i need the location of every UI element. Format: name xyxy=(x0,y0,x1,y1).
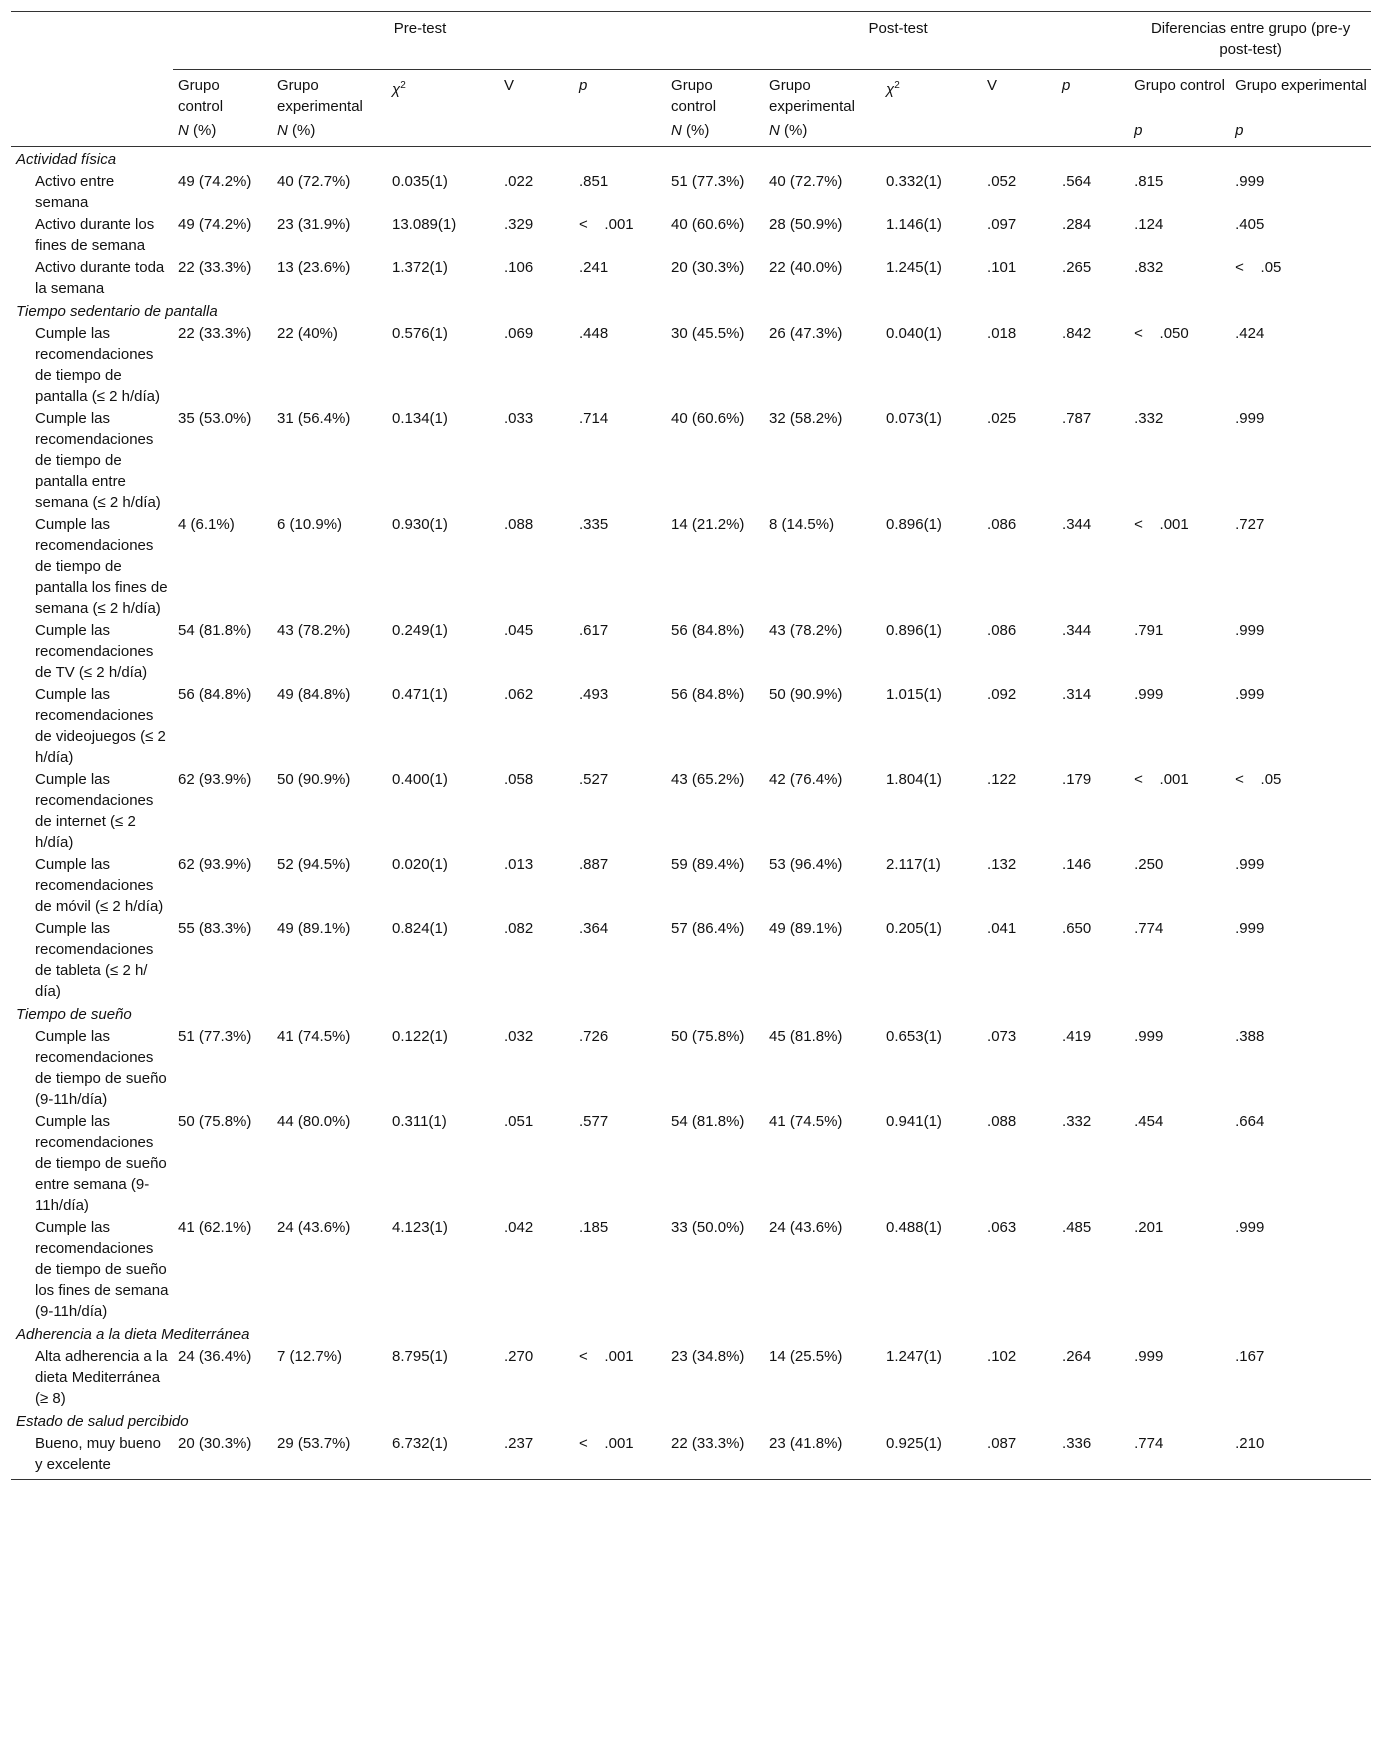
header-empty-cell xyxy=(11,12,173,70)
cell-post-experimental: 41 (74.5%) xyxy=(769,1113,843,1130)
cell-pre-experimental: 44 (80.0%) xyxy=(277,1113,351,1130)
cell-pre-v: .045 xyxy=(504,622,534,639)
cell-diff-experimental: .727 xyxy=(1235,516,1265,533)
row-label: Bueno, muy bueno y excelente xyxy=(11,1432,173,1480)
cell-post-chi: 0.941(1) xyxy=(886,1113,942,1130)
cell-post-v: .041 xyxy=(987,920,1017,937)
cell-pre-experimental: 22 (40%) xyxy=(277,325,338,342)
cell-post-p: .284 xyxy=(1062,216,1092,233)
cell-pre-v: .032 xyxy=(504,1028,534,1045)
cell-pre-experimental: 40 (72.7%) xyxy=(277,173,351,190)
cell-pre-p: .577 xyxy=(579,1113,609,1130)
cell-pre-p: .851 xyxy=(579,173,609,190)
cell-diff-control: .791 xyxy=(1134,622,1164,639)
cell-pre-control: 62 (93.9%) xyxy=(178,771,252,788)
cell-pre-experimental: 24 (43.6%) xyxy=(277,1219,351,1236)
cell-pre-chi: 6.732(1) xyxy=(387,1432,499,1480)
cell-diff-control: .124 xyxy=(1134,216,1164,233)
cell-post-chi: 1.015(1) xyxy=(886,686,942,703)
row-label: Cumple las recomendaciones de internet (≤ 2 h/día) xyxy=(35,771,154,851)
cell-pre-v: .042 xyxy=(504,1219,534,1236)
cell-post-chi: 0.896(1) xyxy=(886,622,942,639)
cell-pre-p: < .001 xyxy=(579,1348,634,1365)
cell-pre-control: 35 (53.0%) xyxy=(178,410,252,427)
cell-pre-p: .241 xyxy=(579,259,609,276)
cell-post-chi: 1.245(1) xyxy=(886,259,942,276)
unit-empty xyxy=(881,117,982,147)
cell-pre-experimental: 31 (56.4%) xyxy=(277,410,351,427)
row-label: Alta adherencia a la dieta Mediterránea (≥ 8) xyxy=(35,1348,168,1407)
cell-pre-chi: 0.249(1) xyxy=(392,622,448,639)
cell-post-experimental: 28 (50.9%) xyxy=(769,216,843,233)
cell-diff-control: < .050 xyxy=(1134,325,1189,342)
pct-unit: (%) xyxy=(686,122,710,139)
header-unit-row xyxy=(11,117,1371,147)
cell-post-control: 22 (33.3%) xyxy=(666,1432,764,1480)
cell-pre-v: .106 xyxy=(504,259,534,276)
cell-post-chi: 0.925(1) xyxy=(881,1432,982,1480)
cell-pre-experimental: 6 (10.9%) xyxy=(277,516,343,533)
cell-diff-experimental: .405 xyxy=(1235,216,1265,233)
cell-diff-control: .832 xyxy=(1134,259,1164,276)
cell-pre-v: .062 xyxy=(504,686,534,703)
unit-post-experimental xyxy=(764,117,881,147)
cell-post-control: 33 (50.0%) xyxy=(671,1219,745,1236)
cell-pre-p: .335 xyxy=(579,516,609,533)
cell-pre-experimental: 23 (31.9%) xyxy=(277,216,351,233)
n-letter: N xyxy=(277,122,288,139)
section-heading-row xyxy=(11,299,1371,322)
section-heading-row xyxy=(11,1002,1371,1025)
header-group-row xyxy=(11,12,1371,70)
header-group-differences: Diferencias entre grupo (pre-y post-test) xyxy=(1150,20,1351,58)
chi-superscript: 2 xyxy=(400,80,406,91)
n-letter: N xyxy=(769,122,780,139)
cell-post-control: 54 (81.8%) xyxy=(671,1113,745,1130)
header-pre-test: Pre-test xyxy=(393,20,447,37)
cell-pre-chi: 0.122(1) xyxy=(392,1028,448,1045)
cell-diff-experimental: .664 xyxy=(1235,1113,1265,1130)
pct-unit: (%) xyxy=(292,122,316,139)
table-row xyxy=(11,513,1371,619)
cell-post-experimental: 53 (96.4%) xyxy=(769,856,843,873)
cell-post-experimental: 49 (89.1%) xyxy=(769,920,843,937)
cell-post-v: .086 xyxy=(987,516,1017,533)
cell-post-control: 43 (65.2%) xyxy=(671,771,745,788)
col-diff-control: Grupo control xyxy=(1129,70,1230,118)
cell-pre-p: < .001 xyxy=(579,216,634,233)
table-row xyxy=(11,853,1371,917)
cell-post-p: .314 xyxy=(1062,686,1092,703)
table-row xyxy=(11,256,1371,299)
p-letter: p xyxy=(1062,77,1071,94)
cell-pre-control: 51 (77.3%) xyxy=(178,1028,252,1045)
cell-pre-experimental: 49 (84.8%) xyxy=(277,686,351,703)
row-label: Cumple las recomendaciones de tiempo de pantalla los fines de semana (≤ 2 h/día) xyxy=(35,516,168,617)
cell-post-v: .073 xyxy=(987,1028,1017,1045)
table-row xyxy=(11,1216,1371,1322)
cell-pre-v: .069 xyxy=(504,325,534,342)
cell-pre-experimental: 13 (23.6%) xyxy=(277,259,351,276)
cell-pre-v: .013 xyxy=(504,856,534,873)
cell-post-v: .087 xyxy=(982,1432,1057,1480)
cell-post-experimental: 8 (14.5%) xyxy=(769,516,835,533)
cell-post-control: 56 (84.8%) xyxy=(671,622,745,639)
unit-diff-experimental xyxy=(1230,117,1371,147)
cell-pre-experimental: 43 (78.2%) xyxy=(277,622,351,639)
section-title: Estado de salud percibido xyxy=(16,1413,189,1430)
results-table xyxy=(11,11,1371,1480)
cell-post-chi: 0.040(1) xyxy=(886,325,942,342)
cell-post-v: .088 xyxy=(987,1113,1017,1130)
cell-diff-experimental: < .05 xyxy=(1235,259,1282,276)
col-post-v: V xyxy=(982,70,1057,118)
cell-post-p: .787 xyxy=(1062,410,1092,427)
cell-pre-v: .270 xyxy=(504,1348,534,1365)
cell-diff-experimental: .999 xyxy=(1235,410,1265,427)
cell-pre-v: .237 xyxy=(499,1432,574,1480)
cell-post-chi: 1.247(1) xyxy=(886,1348,942,1365)
pct-unit: (%) xyxy=(784,122,808,139)
table-row xyxy=(11,213,1371,256)
cell-pre-v: .033 xyxy=(504,410,534,427)
cell-pre-v: .058 xyxy=(504,771,534,788)
cell-post-chi: 2.117(1) xyxy=(886,856,941,873)
cell-pre-p: .364 xyxy=(579,920,609,937)
cell-post-p: .344 xyxy=(1062,516,1092,533)
table-row xyxy=(11,1345,1371,1409)
section-title: Actividad física xyxy=(16,151,117,168)
cell-pre-chi: 1.372(1) xyxy=(392,259,448,276)
section-title: Tiempo de sueño xyxy=(16,1006,132,1023)
n-letter: N xyxy=(671,122,682,139)
cell-post-experimental: 45 (81.8%) xyxy=(769,1028,843,1045)
cell-pre-v: .329 xyxy=(504,216,534,233)
cell-pre-v: .088 xyxy=(504,516,534,533)
cell-pre-chi: 0.576(1) xyxy=(392,325,448,342)
cell-post-p: .344 xyxy=(1062,622,1092,639)
cell-diff-experimental: .999 xyxy=(1235,173,1265,190)
section-heading-row xyxy=(11,1322,1371,1345)
cell-pre-p: .714 xyxy=(579,410,609,427)
cell-diff-experimental: < .05 xyxy=(1235,771,1282,788)
cell-diff-experimental: .424 xyxy=(1235,325,1265,342)
cell-post-p: .842 xyxy=(1062,325,1092,342)
cell-pre-control: 49 (74.2%) xyxy=(178,216,252,233)
cell-pre-chi: 0.020(1) xyxy=(392,856,448,873)
cell-pre-p: .726 xyxy=(579,1028,609,1045)
cell-post-control: 20 (30.3%) xyxy=(671,259,745,276)
row-label: Cumple las recomendaciones de tiempo de sueño (9-11h/día) xyxy=(35,1028,167,1108)
unit-empty xyxy=(982,117,1057,147)
col-pre-control: Grupo control xyxy=(173,70,272,118)
cell-diff-control: .999 xyxy=(1134,1348,1164,1365)
cell-post-control: 14 (21.2%) xyxy=(671,516,745,533)
cell-diff-control: .999 xyxy=(1134,1028,1164,1045)
cell-post-experimental: 42 (76.4%) xyxy=(769,771,843,788)
table-row xyxy=(11,683,1371,768)
cell-pre-control: 62 (93.9%) xyxy=(178,856,252,873)
cell-pre-experimental: 7 (12.7%) xyxy=(277,1348,343,1365)
cell-post-p: .336 xyxy=(1057,1432,1129,1480)
n-letter: N xyxy=(178,122,189,139)
table-row xyxy=(11,619,1371,683)
cell-pre-chi: 0.824(1) xyxy=(392,920,448,937)
cell-pre-chi: 0.311(1) xyxy=(392,1113,447,1130)
cell-post-p: .332 xyxy=(1062,1113,1092,1130)
col-post-chi xyxy=(881,70,982,118)
cell-post-control: 51 (77.3%) xyxy=(671,173,745,190)
cell-diff-control: < .001 xyxy=(1134,516,1189,533)
cell-pre-v: .082 xyxy=(504,920,534,937)
row-label: Cumple las recomendaciones de tiempo de sueño entre semana (9-11h/día) xyxy=(35,1113,167,1214)
col-post-p xyxy=(1057,70,1129,118)
cell-pre-control: 22 (33.3%) xyxy=(178,325,252,342)
unit-empty xyxy=(499,117,574,147)
cell-diff-control: < .001 xyxy=(1134,771,1189,788)
cell-pre-chi: 0.400(1) xyxy=(392,771,448,788)
cell-pre-p: < .001 xyxy=(574,1432,666,1480)
chi-symbol: χ xyxy=(886,81,895,98)
cell-pre-control: 54 (81.8%) xyxy=(178,622,252,639)
cell-post-control: 40 (60.6%) xyxy=(671,410,745,427)
unit-pre-experimental xyxy=(272,117,387,147)
cell-pre-chi: 0.930(1) xyxy=(392,516,448,533)
cell-post-v: .063 xyxy=(987,1219,1017,1236)
cell-pre-experimental: 49 (89.1%) xyxy=(277,920,351,937)
cell-diff-control: .774 xyxy=(1134,920,1164,937)
cell-pre-control: 4 (6.1%) xyxy=(178,516,235,533)
cell-diff-experimental: .999 xyxy=(1235,1219,1265,1236)
cell-pre-control: 24 (36.4%) xyxy=(178,1348,252,1365)
section-title: Adherencia a la dieta Mediterránea xyxy=(16,1326,250,1343)
cell-post-v: .122 xyxy=(987,771,1017,788)
section-heading-row xyxy=(11,147,1371,171)
cell-post-experimental: 43 (78.2%) xyxy=(769,622,843,639)
cell-post-chi: 0.488(1) xyxy=(886,1219,942,1236)
pct-unit: (%) xyxy=(193,122,217,139)
cell-post-p: .650 xyxy=(1062,920,1092,937)
cell-post-experimental: 14 (25.5%) xyxy=(769,1348,843,1365)
cell-post-v: .102 xyxy=(987,1348,1017,1365)
row-label: Cumple las recomendaciones de móvil (≤ 2 h/día) xyxy=(35,856,164,915)
unit-empty xyxy=(1057,117,1129,147)
cell-pre-control: 49 (74.2%) xyxy=(178,173,252,190)
cell-post-experimental: 26 (47.3%) xyxy=(769,325,843,342)
cell-post-v: .092 xyxy=(987,686,1017,703)
cell-post-v: .025 xyxy=(987,410,1017,427)
cell-post-chi: 0.205(1) xyxy=(886,920,942,937)
chi-symbol: χ xyxy=(392,81,401,98)
cell-diff-control: .201 xyxy=(1134,1219,1164,1236)
cell-post-control: 30 (45.5%) xyxy=(671,325,745,342)
cell-pre-v: .051 xyxy=(504,1113,534,1130)
cell-pre-experimental: 52 (94.5%) xyxy=(277,856,351,873)
cell-post-control: 56 (84.8%) xyxy=(671,686,745,703)
cell-diff-experimental: .210 xyxy=(1230,1432,1371,1480)
cell-pre-control: 50 (75.8%) xyxy=(178,1113,252,1130)
cell-post-experimental: 50 (90.9%) xyxy=(769,686,843,703)
row-label: Cumple las recomendaciones de TV (≤ 2 h/día) xyxy=(35,622,154,681)
cell-diff-control: .999 xyxy=(1134,686,1164,703)
table-row xyxy=(11,407,1371,513)
cell-diff-experimental: .999 xyxy=(1235,856,1265,873)
cell-post-p: .265 xyxy=(1062,259,1092,276)
cell-post-chi: 0.896(1) xyxy=(886,516,942,533)
cell-post-experimental: 32 (58.2%) xyxy=(769,410,843,427)
cell-post-p: .564 xyxy=(1062,173,1092,190)
header-empty-cell xyxy=(11,117,173,147)
cell-pre-control: 56 (84.8%) xyxy=(178,686,252,703)
cell-pre-control: 55 (83.3%) xyxy=(178,920,252,937)
row-label: Cumple las recomendaciones de tiempo de sueño los fines de semana (9-11h/día) xyxy=(35,1219,169,1320)
table-row xyxy=(11,322,1371,407)
cell-post-v: .018 xyxy=(987,325,1017,342)
unit-pre-control xyxy=(173,117,272,147)
unit-empty xyxy=(574,117,666,147)
cell-pre-p: .887 xyxy=(579,856,609,873)
cell-pre-p: .448 xyxy=(579,325,609,342)
cell-post-chi: 1.804(1) xyxy=(886,771,942,788)
cell-pre-experimental: 29 (53.7%) xyxy=(272,1432,387,1480)
col-pre-p xyxy=(574,70,666,118)
cell-pre-control: 41 (62.1%) xyxy=(178,1219,252,1236)
cell-post-v: .097 xyxy=(987,216,1017,233)
cell-pre-p: .493 xyxy=(579,686,609,703)
cell-post-chi: 0.653(1) xyxy=(886,1028,942,1045)
cell-post-v: .086 xyxy=(987,622,1017,639)
table-row xyxy=(11,1025,1371,1110)
unit-empty xyxy=(387,117,499,147)
cell-post-p: .179 xyxy=(1062,771,1092,788)
table-row xyxy=(11,768,1371,853)
cell-post-p: .485 xyxy=(1062,1219,1092,1236)
row-label: Activo durante los fines de semana xyxy=(35,216,155,254)
unit-post-control xyxy=(666,117,764,147)
unit-diff-control xyxy=(1129,117,1230,147)
cell-pre-chi: 0.134(1) xyxy=(392,410,448,427)
p-letter: p xyxy=(579,77,588,94)
cell-diff-experimental: .999 xyxy=(1235,920,1265,937)
cell-pre-experimental: 50 (90.9%) xyxy=(277,771,351,788)
cell-post-experimental: 22 (40.0%) xyxy=(769,259,843,276)
cell-post-experimental: 23 (41.8%) xyxy=(764,1432,881,1480)
cell-post-v: .052 xyxy=(987,173,1017,190)
p-letter: p xyxy=(1134,122,1143,139)
cell-diff-experimental: .388 xyxy=(1235,1028,1265,1045)
cell-pre-control: 22 (33.3%) xyxy=(178,259,252,276)
cell-post-control: 40 (60.6%) xyxy=(671,216,745,233)
cell-post-chi: 0.073(1) xyxy=(886,410,942,427)
cell-diff-control: .815 xyxy=(1134,173,1164,190)
row-label: Activo durante toda la semana xyxy=(35,259,165,297)
cell-post-p: .146 xyxy=(1062,856,1092,873)
cell-pre-chi: 8.795(1) xyxy=(392,1348,448,1365)
cell-post-v: .132 xyxy=(987,856,1017,873)
table-row xyxy=(11,1432,1371,1480)
cell-post-p: .419 xyxy=(1062,1028,1092,1045)
cell-post-v: .101 xyxy=(987,259,1017,276)
col-post-control: Grupo control xyxy=(666,70,764,118)
row-label: Cumple las recomendaciones de tiempo de pantalla (≤ 2 h/día) xyxy=(35,325,160,405)
section-heading-row xyxy=(11,1409,1371,1432)
cell-pre-experimental: 41 (74.5%) xyxy=(277,1028,351,1045)
col-pre-chi xyxy=(387,70,499,118)
p-letter: p xyxy=(1235,122,1244,139)
cell-pre-p: .617 xyxy=(579,622,609,639)
section-title: Tiempo sedentario de pantalla xyxy=(16,303,218,320)
table-row xyxy=(11,1110,1371,1216)
cell-pre-p: .527 xyxy=(579,771,609,788)
col-post-experimental: Grupo experimental xyxy=(764,70,881,118)
cell-pre-chi: 4.123(1) xyxy=(392,1219,448,1236)
cell-diff-control: .332 xyxy=(1134,410,1164,427)
header-empty-cell xyxy=(11,70,173,118)
cell-post-experimental: 24 (43.6%) xyxy=(769,1219,843,1236)
row-label: Cumple las recomendaciones de tableta (≤ 2 h/ día) xyxy=(35,920,154,1000)
cell-pre-control: 20 (30.3%) xyxy=(173,1432,272,1480)
cell-diff-control: .250 xyxy=(1134,856,1164,873)
col-diff-experimental: Grupo experimental xyxy=(1230,70,1371,118)
cell-diff-experimental: .167 xyxy=(1235,1348,1265,1365)
row-label: Cumple las recomendaciones de videojuegos (≤ 2 h/día) xyxy=(35,686,166,766)
cell-post-control: 59 (89.4%) xyxy=(671,856,745,873)
cell-post-control: 23 (34.8%) xyxy=(671,1348,745,1365)
col-pre-v: V xyxy=(499,70,574,118)
cell-diff-experimental: .999 xyxy=(1235,686,1265,703)
cell-diff-control: .774 xyxy=(1129,1432,1230,1480)
cell-diff-control: .454 xyxy=(1134,1113,1164,1130)
table-row xyxy=(11,170,1371,213)
row-label: Cumple las recomendaciones de tiempo de pantalla entre semana (≤ 2 h/día) xyxy=(35,410,161,511)
header-post-test: Post-test xyxy=(868,20,928,37)
cell-pre-chi: 0.035(1) xyxy=(392,173,448,190)
table-header xyxy=(11,12,1371,147)
header-column-row xyxy=(11,70,1371,118)
cell-pre-chi: 0.471(1) xyxy=(392,686,448,703)
table-body xyxy=(11,147,1371,1480)
cell-pre-v: .022 xyxy=(504,173,534,190)
cell-post-chi: 1.146(1) xyxy=(886,216,942,233)
chi-superscript: 2 xyxy=(894,80,900,91)
cell-post-chi: 0.332(1) xyxy=(886,173,942,190)
cell-post-control: 57 (86.4%) xyxy=(671,920,745,937)
cell-pre-chi: 13.089(1) xyxy=(392,216,457,233)
row-label: Activo entre semana xyxy=(35,173,115,211)
results-table-container xyxy=(11,11,1371,1480)
table-row xyxy=(11,917,1371,1002)
cell-post-control: 50 (75.8%) xyxy=(671,1028,745,1045)
cell-post-p: .264 xyxy=(1062,1348,1092,1365)
cell-diff-experimental: .999 xyxy=(1235,622,1265,639)
cell-post-experimental: 40 (72.7%) xyxy=(769,173,843,190)
cell-pre-p: .185 xyxy=(579,1219,609,1236)
col-pre-experimental: Grupo experimental xyxy=(272,70,387,118)
